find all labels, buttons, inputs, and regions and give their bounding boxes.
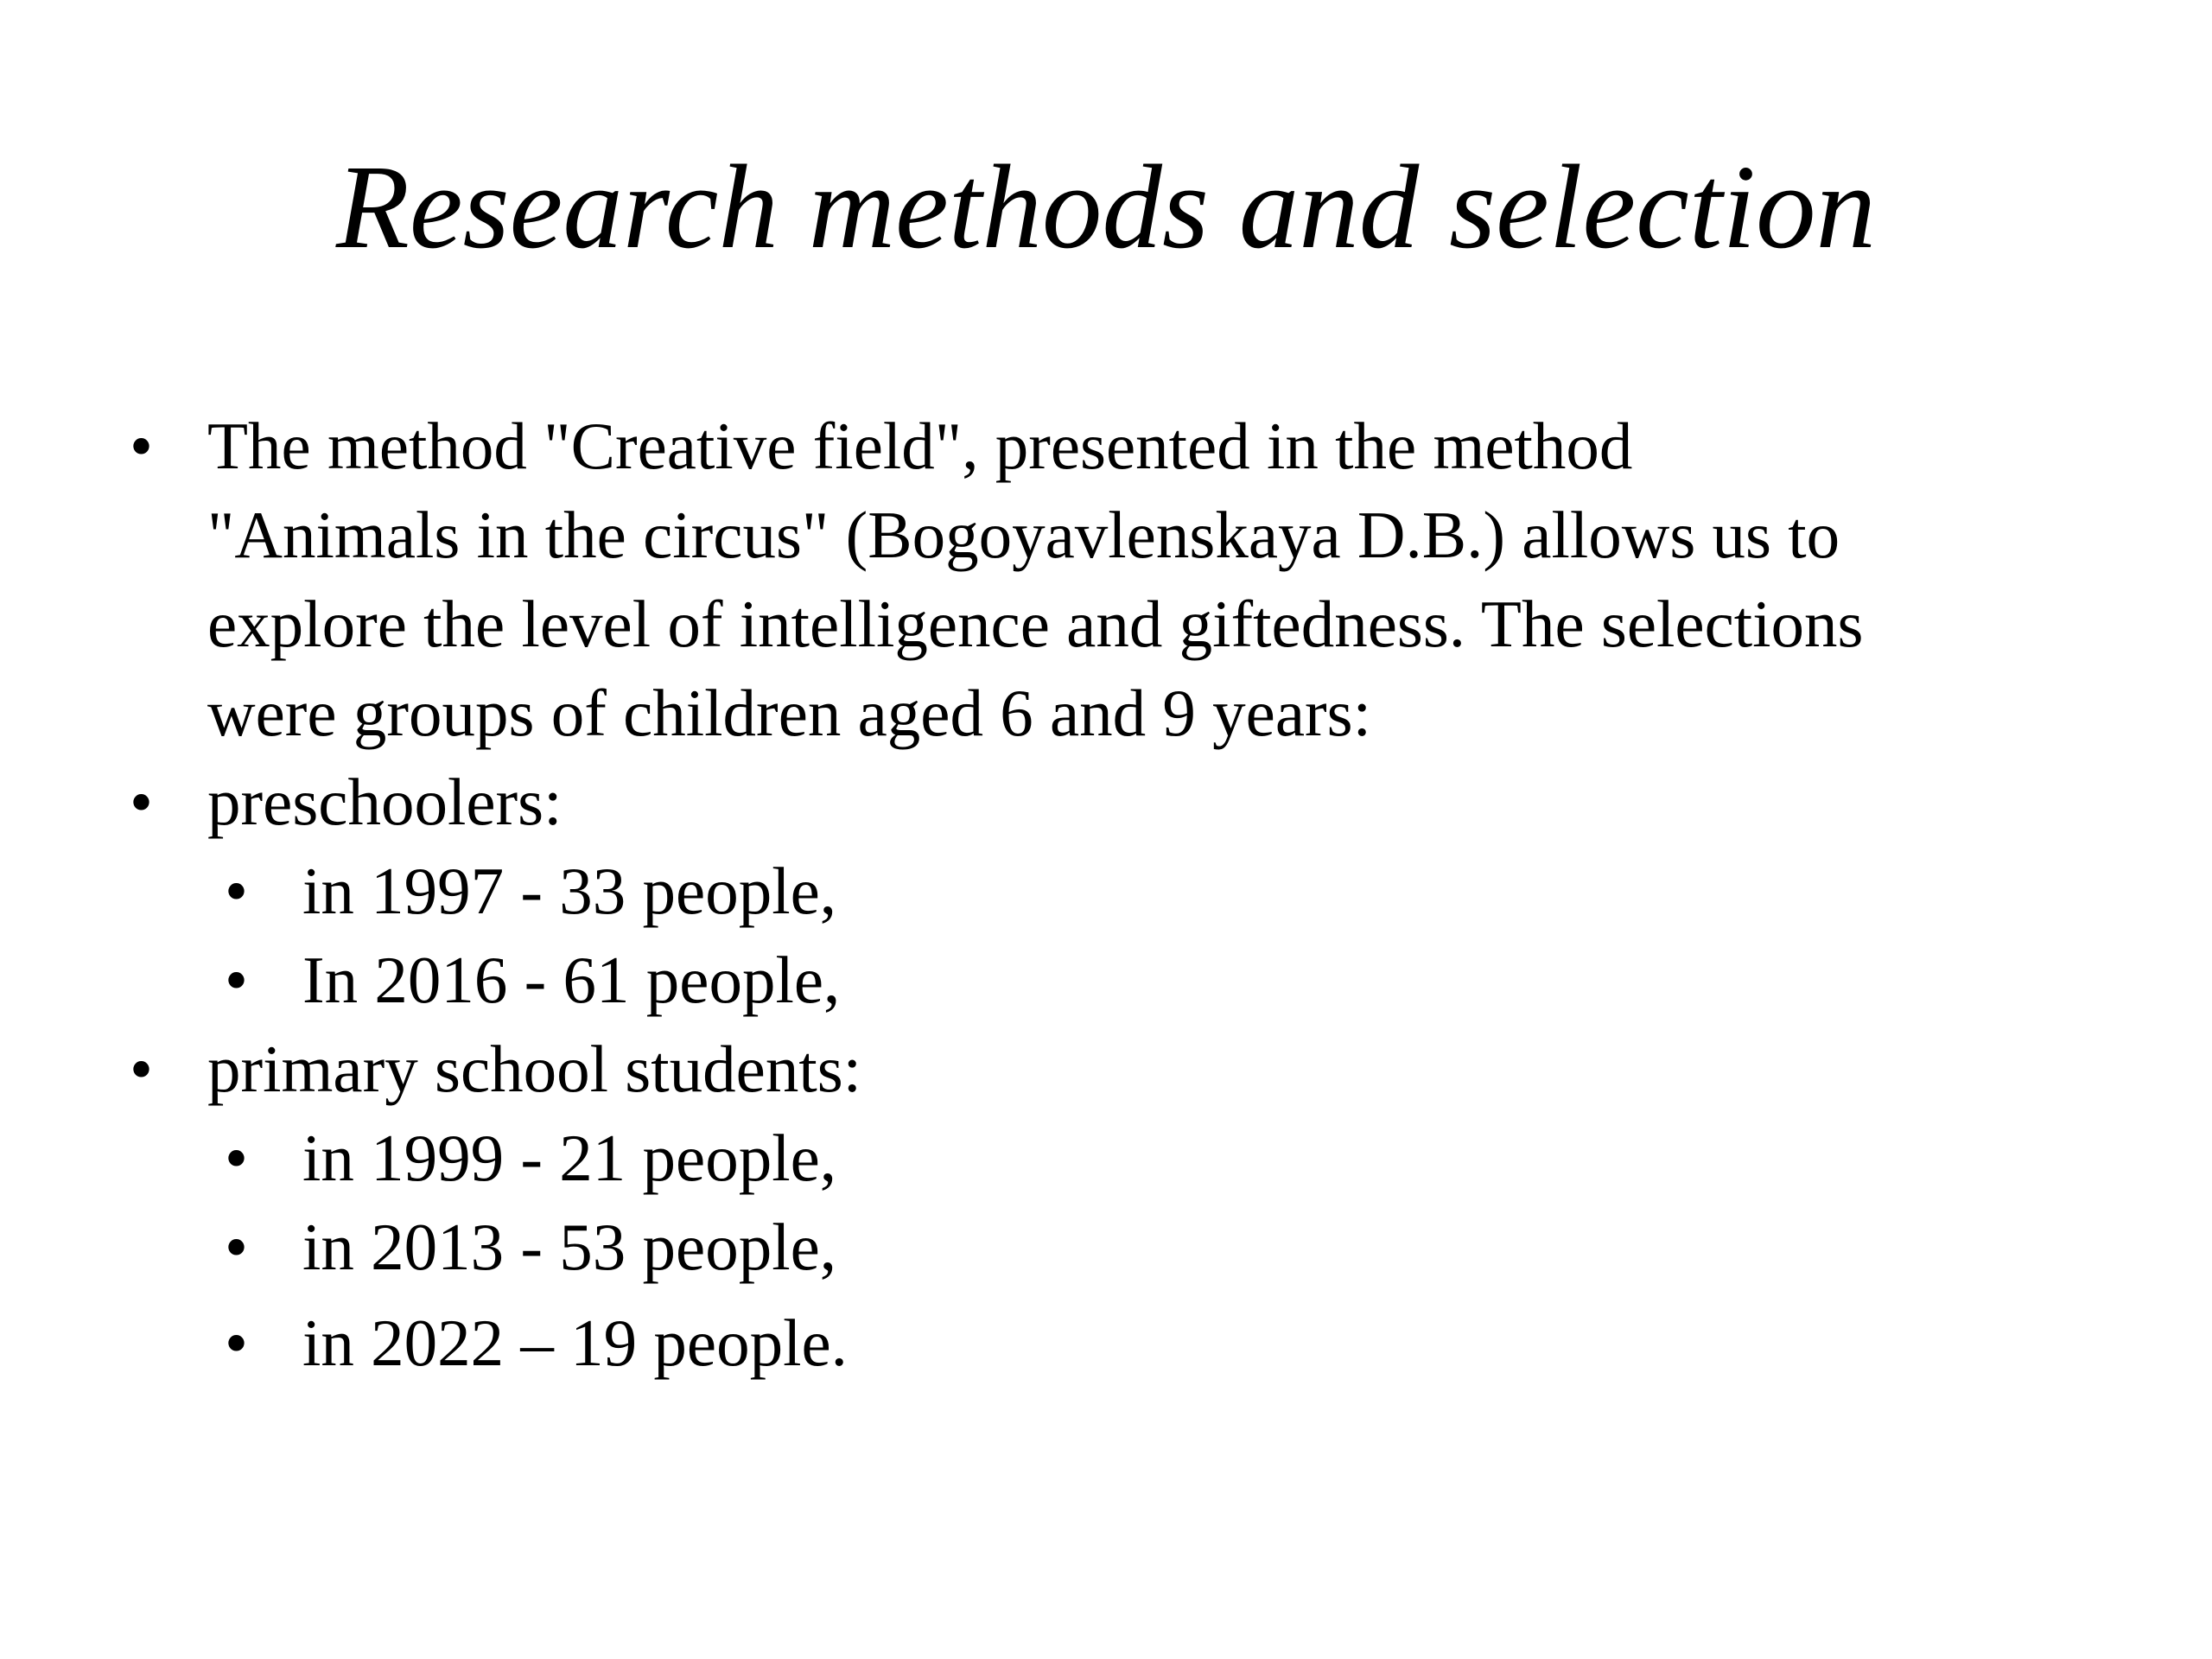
sublist-item bbox=[225, 847, 2117, 936]
bullet-icon: • bbox=[225, 943, 248, 1017]
sublist-item bbox=[225, 1114, 2117, 1203]
preschoolers-sublist-wrapper bbox=[130, 847, 2117, 1025]
bullet-icon: • bbox=[225, 1306, 248, 1380]
method-line-3: explore the level of intelligence and giftedness. The selections bbox=[207, 587, 1864, 661]
sublist-item bbox=[225, 936, 2117, 1025]
primary-1999: in 1999 - 21 people, bbox=[302, 1121, 837, 1195]
primary-sublist bbox=[130, 1114, 2117, 1388]
method-line-2: "Animals in the circus" (Bogoyavlenskaya D.B.) allows us to bbox=[207, 498, 1840, 572]
preschoolers-2016: In 2016 - 61 people, bbox=[302, 943, 841, 1017]
bullet-icon: • bbox=[130, 1032, 153, 1106]
bullet-icon: • bbox=[225, 1210, 248, 1284]
preschoolers-label: preschoolers: bbox=[207, 765, 563, 839]
bullet-icon: • bbox=[225, 854, 248, 928]
list-item-primary-school bbox=[130, 1025, 2117, 1114]
bullet-icon: • bbox=[130, 765, 153, 839]
primary-2013: in 2013 - 53 people, bbox=[302, 1210, 837, 1284]
primary-sublist-wrapper bbox=[130, 1114, 2117, 1388]
sublist-item bbox=[225, 1203, 2117, 1292]
preschoolers-1997: in 1997 - 33 people, bbox=[302, 854, 837, 928]
primary-school-label: primary school students: bbox=[207, 1032, 862, 1106]
slide-title: Research methods and selection bbox=[335, 141, 1877, 274]
list-item-preschoolers bbox=[130, 758, 2117, 847]
method-line-4: were groups of children aged 6 and 9 years: bbox=[207, 676, 1372, 750]
list-item-method bbox=[130, 402, 2117, 758]
preschoolers-sublist bbox=[130, 847, 2117, 1025]
sublist-item bbox=[225, 1299, 2117, 1388]
primary-2022: in 2022 – 19 people. bbox=[302, 1306, 848, 1380]
method-line-1: The method "Creative field", presented in the method bbox=[207, 409, 1633, 483]
bullet-icon: • bbox=[225, 1121, 248, 1195]
bullet-list bbox=[130, 402, 2117, 1388]
bullet-icon: • bbox=[130, 409, 153, 483]
